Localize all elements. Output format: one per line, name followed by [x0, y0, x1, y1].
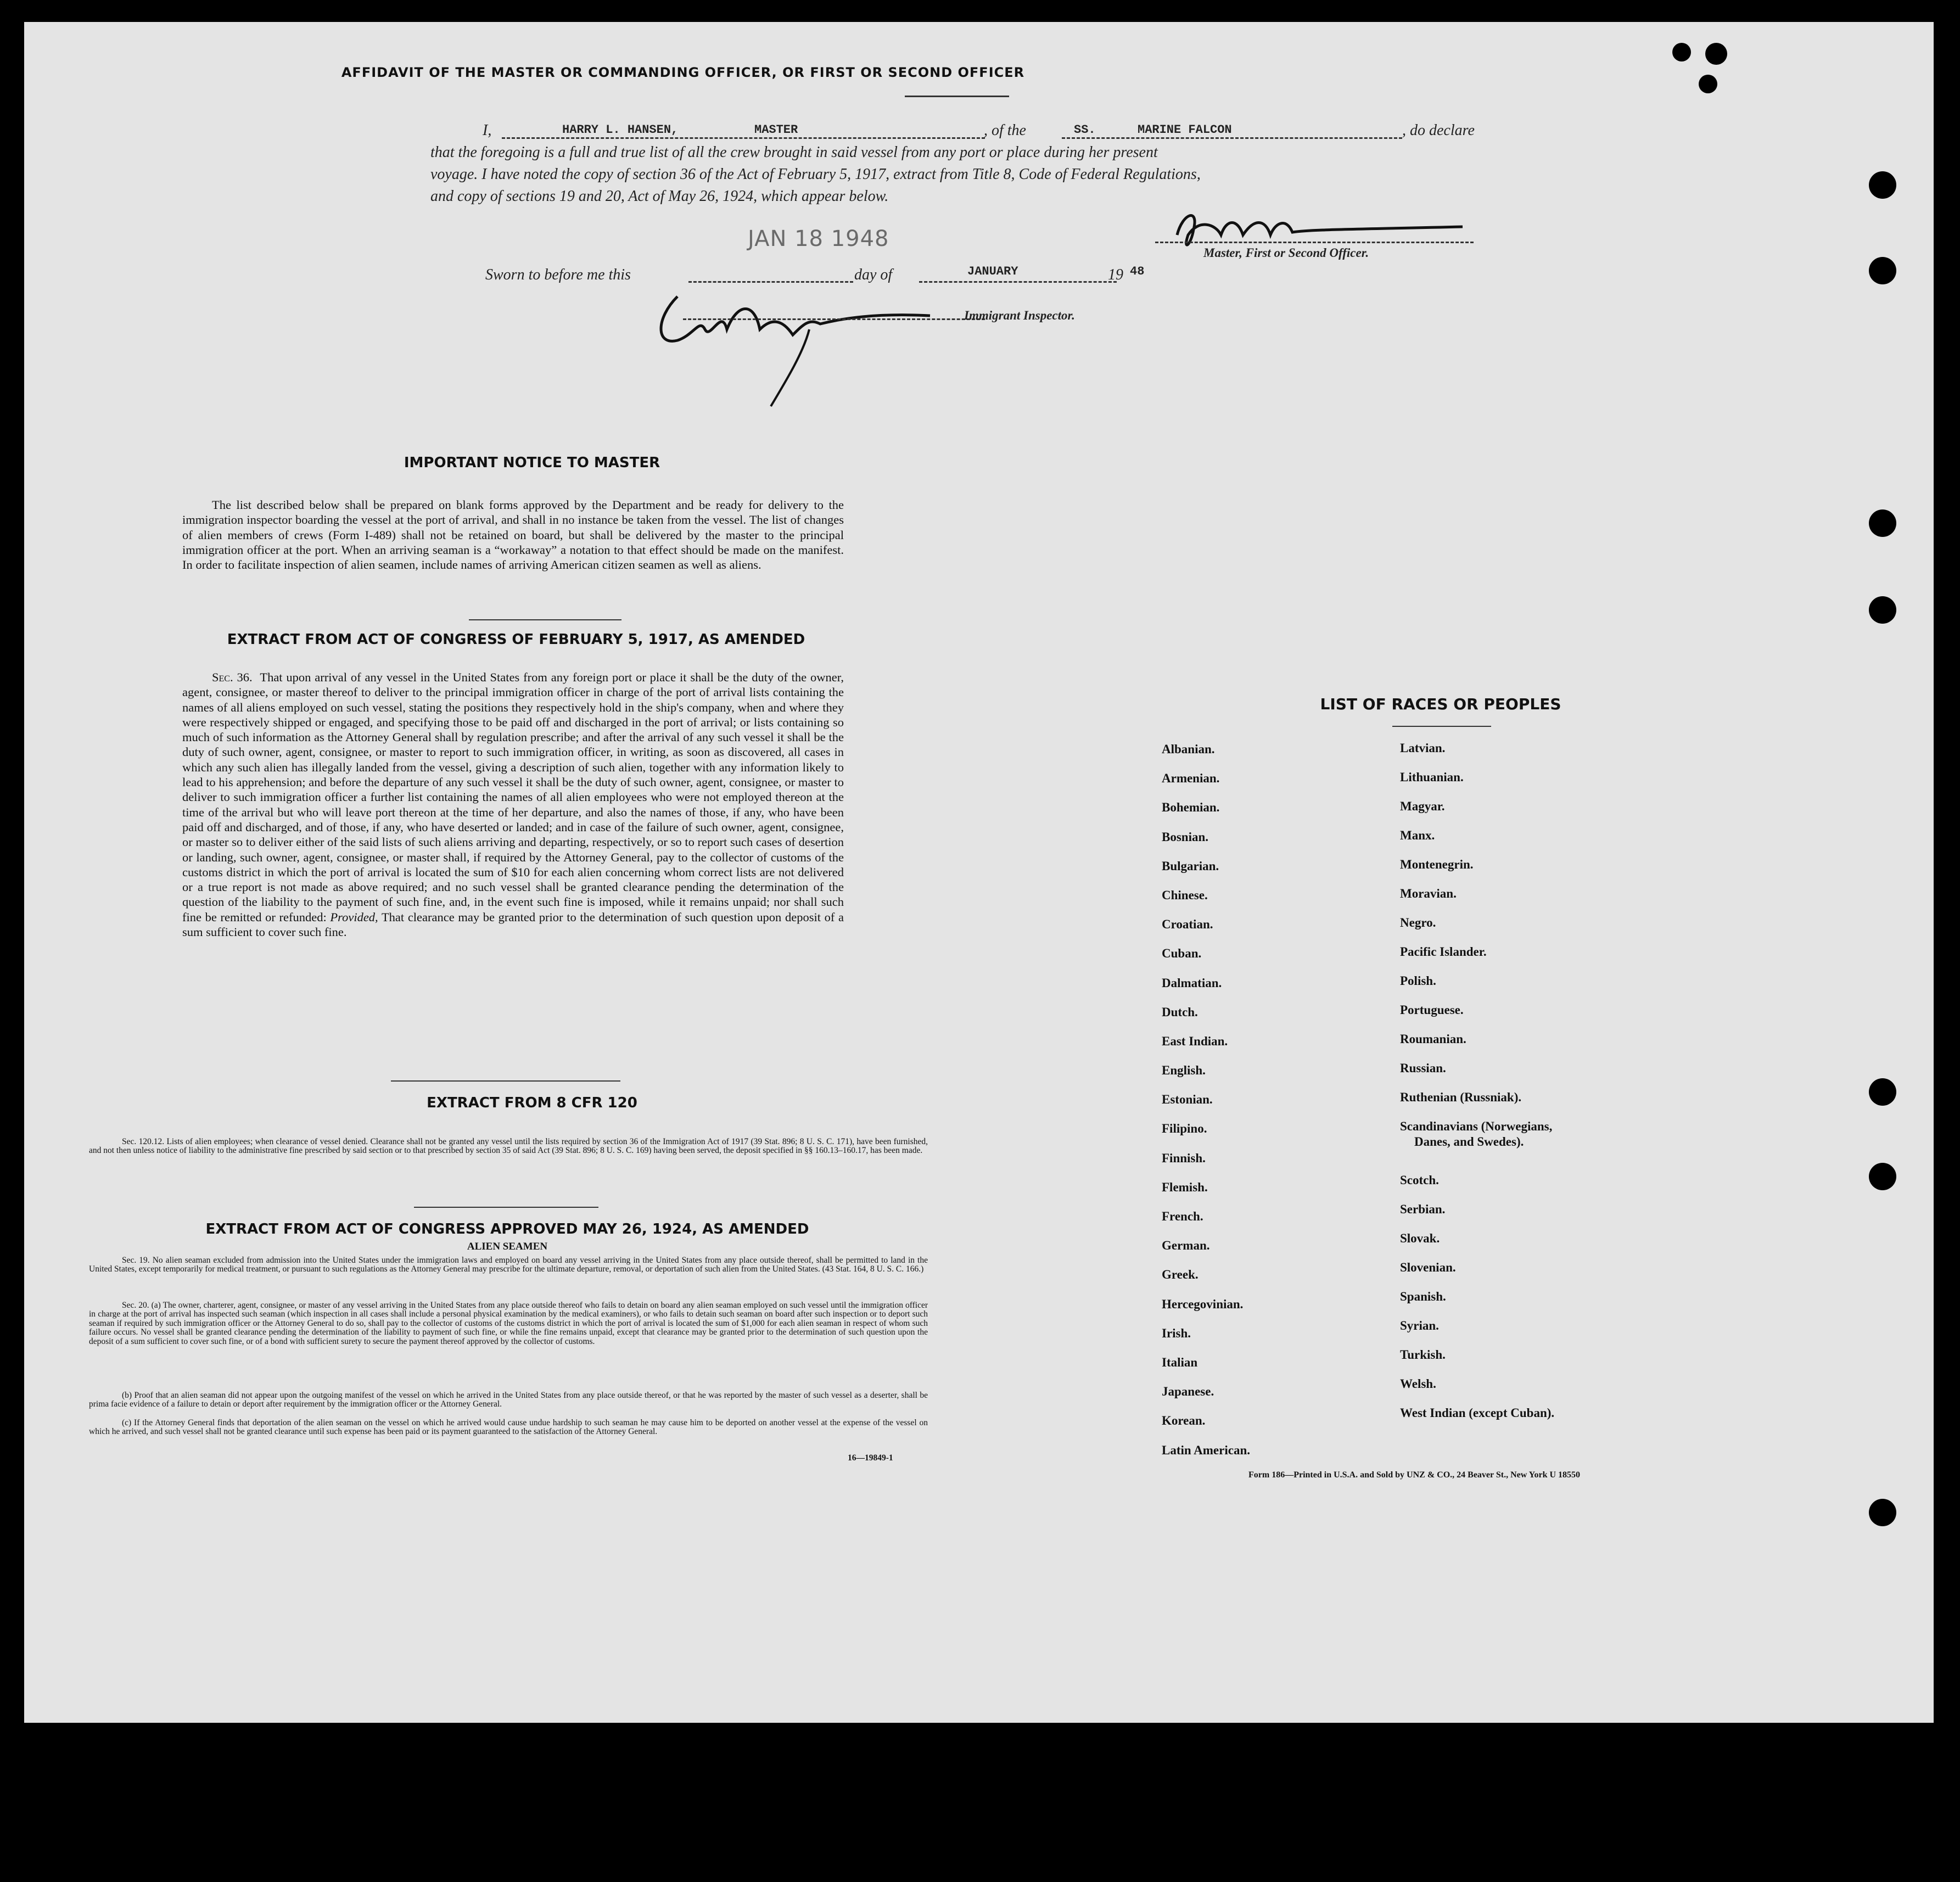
- race-item: Dutch.: [1162, 1005, 1198, 1019]
- race-item: Slovenian.: [1400, 1261, 1456, 1274]
- sec-20c-text: (c) If the Attorney General finds that deportation of the alien seaman on the vessel on which he arrived would cause undue hardship to such seaman he may cause him to be deported on another vessel at the expense of the vessel on which he arrived, and such vessel shall not be granted clearance until such expense has been paid or its payment guaranteed to the satisfaction of the Attorney General.: [89, 1418, 928, 1437]
- punch-hole: [1869, 1163, 1896, 1190]
- sworn-day-of: day of: [854, 266, 893, 283]
- races-right-column: [1400, 741, 1685, 1435]
- races-heading: LIST OF RACES OR PEOPLES: [1320, 695, 1561, 713]
- title-rule: [905, 96, 1009, 97]
- race-item: Moravian.: [1400, 887, 1457, 900]
- printer-line: Form 186—Printed in U.S.A. and Sold by UNZ & CO., 24 Beaver St., New York U 18550: [1248, 1470, 1581, 1480]
- race-item: Montenegrin.: [1400, 858, 1474, 871]
- sworn-day-line: [688, 281, 853, 283]
- race-item: Greek.: [1162, 1268, 1199, 1282]
- sworn-month-line: [919, 281, 1117, 283]
- sec-36-provided: Provided,: [330, 910, 378, 924]
- race-item: Magyar.: [1400, 799, 1445, 813]
- race-item: Turkish.: [1400, 1348, 1446, 1362]
- race-item: Dalmatian.: [1162, 976, 1222, 990]
- race-item: Bohemian.: [1162, 800, 1220, 815]
- extract-cfr-rule: [414, 1207, 598, 1208]
- declaration-line-4: and copy of sections 19 and 20, Act of May 26, 1924, which appear below.: [430, 188, 889, 205]
- ink-spot: [1705, 43, 1727, 65]
- race-item: Korean.: [1162, 1414, 1206, 1428]
- vessel-prefix: SS.: [1074, 123, 1096, 137]
- race-item: Pacific Islander.: [1400, 945, 1487, 959]
- race-item: German.: [1162, 1239, 1210, 1253]
- sec-20a-text: Sec. 20. (a) The owner, charterer, agent, consignee, or master of any vessel arriving in the United States from any place outside thereof who fails to detain on board any alien seaman employed on such vessel until the immigration officer in charge at the port of arrival has inspected such seaman (which inspection in all cases shall include a personal physical examination by the medical examiners), or who fails to detain such seaman on board after such inspection or to deport such seaman if required by such immigration officer or the Attorney General to do so, shall pay to the collector of customs of the customs district in which the port of arrival is located the sum of $1,000 for each alien seaman in respect of whom such failure occurs. No vessel shall be granted clearance pending the determination of the liability to payment of such fine, or while the fine remains unpaid, except that clearance may be granted prior to the determination of such question upon the deposit of a sum sufficient to cover such fine, or of a bond with sufficient surety to secure the payment thereof approved by the collector of customs.: [89, 1301, 928, 1346]
- race-item: Irish.: [1162, 1326, 1191, 1340]
- race-item: Lithuanian.: [1400, 770, 1464, 784]
- ink-spot: [1672, 43, 1691, 61]
- race-item: Japanese.: [1162, 1385, 1214, 1399]
- master-rank: MASTER: [754, 123, 798, 137]
- race-item: Italian: [1162, 1355, 1198, 1369]
- race-item: Finnish.: [1162, 1151, 1206, 1165]
- vessel-underline: [1062, 137, 1402, 139]
- punch-hole: [1869, 509, 1896, 537]
- alien-seamen-subheading: ALIEN SEAMEN: [467, 1241, 548, 1252]
- race-item: Syrian.: [1400, 1319, 1439, 1332]
- race-item: Albanian.: [1162, 742, 1215, 756]
- races-left-column: [1162, 742, 1392, 1472]
- notice-rule: [469, 619, 621, 620]
- race-item: Roumanian.: [1400, 1032, 1466, 1046]
- vessel-name: MARINE FALCON: [1138, 123, 1232, 137]
- inspector-signature-line: [683, 318, 985, 320]
- extract-1917-rule: [391, 1080, 620, 1082]
- declaration-line-3: voyage. I have noted the copy of section 36 of the Act of February 5, 1917, extract from Title 8, Code of Federal Regulations,: [430, 166, 1201, 183]
- form-code: 16—19849-1: [848, 1453, 893, 1463]
- inspector-label: Immigrant Inspector.: [964, 309, 1075, 322]
- punch-hole: [1869, 1078, 1896, 1106]
- sworn-year-suffix: 48: [1130, 265, 1145, 278]
- race-item: Portuguese.: [1400, 1003, 1464, 1017]
- master-signature-line: [1155, 242, 1474, 243]
- race-item: Slovak.: [1400, 1231, 1440, 1245]
- sworn-year-prefix: 19: [1108, 266, 1123, 283]
- master-name: HARRY L. HANSEN,: [562, 123, 679, 137]
- do-declare-text: , do declare: [1402, 122, 1475, 139]
- sworn-month: JANUARY: [967, 265, 1018, 278]
- race-item: West Indian (except Cuban).: [1400, 1406, 1555, 1420]
- race-item: Cuban.: [1162, 946, 1202, 961]
- race-item: Armenian.: [1162, 771, 1220, 786]
- inspector-signature: [645, 285, 974, 412]
- ink-spot: [1699, 75, 1717, 93]
- race-item: Croatian.: [1162, 917, 1213, 932]
- race-item: French.: [1162, 1209, 1203, 1223]
- affidavit-title: AFFIDAVIT OF THE MASTER OR COMMANDING OFFICER, OR FIRST OR SECOND OFFICER: [341, 65, 1025, 80]
- punch-hole: [1869, 171, 1896, 199]
- extract-cfr-text: Sec. 120.12. Lists of alien employees; when clearance of vessel denied. Clearance shall not be granted any vessel until the lists required by section 36 of the Immigration Act of 1917 (39 Stat. 896; 8 U. S. C. 171), have been furnished, and not then unless notice of liability to the administrative fine prescribed by said section or to that prescribed by section 35 of said Act (39 Stat. 896; 8 U. S. C. 169) having been served, the deposit specified in §§ 160.13–160.17, has been made.: [89, 1137, 928, 1156]
- race-item: Manx.: [1400, 828, 1435, 842]
- race-item: Latin American.: [1162, 1443, 1250, 1457]
- race-item-continued: Danes, and Swedes).: [1414, 1135, 1524, 1149]
- punch-hole: [1869, 596, 1896, 624]
- sworn-prefix: Sworn to before me this: [485, 266, 631, 283]
- race-item: Negro.: [1400, 916, 1436, 929]
- race-item: East Indian.: [1162, 1034, 1228, 1048]
- extract-cfr-heading: EXTRACT FROM 8 CFR 120: [427, 1095, 637, 1111]
- declaration-i: I,: [483, 122, 492, 139]
- race-item: Estonian.: [1162, 1093, 1213, 1107]
- race-item: Latvian.: [1400, 741, 1446, 755]
- race-item: Russian.: [1400, 1061, 1446, 1075]
- of-the-text: , of the: [984, 122, 1026, 139]
- race-item: Polish.: [1400, 974, 1436, 988]
- race-item: Chinese.: [1162, 888, 1208, 902]
- extract-1924-heading: EXTRACT FROM ACT OF CONGRESS APPROVED MAY 26, 1924, AS AMENDED: [205, 1221, 809, 1237]
- date-stamp: JAN 18 1948: [748, 226, 889, 251]
- race-item: Filipino.: [1162, 1122, 1207, 1136]
- race-item: Ruthenian (Russniak).: [1400, 1090, 1522, 1104]
- races-rule: [1392, 726, 1491, 727]
- declaration-line-2: that the foregoing is a full and true list of all the crew brought in said vessel from any port or place during her present: [430, 144, 1158, 161]
- race-item: Bosnian.: [1162, 830, 1209, 844]
- sec-20b-text: (b) Proof that an alien seaman did not appear upon the outgoing manifest of the vessel on which he arrived in the United States from any place outside thereof, or that he was reported by the master of such vessel as a deserter, shall be prima facie evidence of a failure to detain or deport after requirement by the immigration officer or the Attorney General.: [89, 1391, 928, 1409]
- race-item: Serbian.: [1400, 1202, 1446, 1216]
- extract-1917-text: [182, 670, 844, 939]
- notice-heading: IMPORTANT NOTICE TO MASTER: [404, 455, 660, 471]
- name-underline: [502, 137, 985, 139]
- race-item: Welsh.: [1400, 1377, 1436, 1391]
- sec-36-body: That upon arrival of any vessel in the United States from any foreign port or place it shall be the duty of the owner, agent, consignee, or master thereof to deliver to the principal immigration officer in charge of the port of arrival lists containing the names of all aliens employed on such vessel, stating the positions they respectively hold in the ship's company, when and where they were respectively shipped or engaged, and specifying those to be paid off and discharged in the port of arrival; or lists containing so much of such information as the Attorney General shall by regulation prescribe; and after the arrival of any such vessel it shall be the duty of such owner, agent, consignee, or master to report to such immigration officer, in writing, as soon as discovered, all cases in which any such alien has illegally landed from the vessel, giving a description of such alien, together with any information likely to lead to his apprehension; and before the departure of any such vessel it shall be the duty of such owner, agent, consignee, or master to deliver to such immigration officer a further list containing the names of all alien employees who were not employed thereon at the time of the arrival but who will leave port thereon at the time of her departure, and also the names of those, if any, who have been paid off and discharged, and of those, if any, who have deserted or landed; and in case of the failure of such owner, agent, consignee, or master so to deliver either of the said lists of such aliens arriving and departing, respectively, or so to report such cases of desertion or landing, such owner, agent, consignee, or master shall, if required by the Attorney General, pay to the collector of customs of the customs district in which the port of arrival is located the sum of $10 for each alien concerning whom correct lists are not delivered or a true report is not made as above required; and no such vessel shall be granted clearance pending the determination of the question of the liability to the payment of such fine, and, in the event such fine is imposed, while it remains unpaid; nor shall such fine be remitted or refunded:: [182, 670, 844, 924]
- race-item: Spanish.: [1400, 1290, 1446, 1303]
- race-item: Bulgarian.: [1162, 859, 1219, 873]
- master-signature-label: Master, First or Second Officer.: [1203, 246, 1369, 260]
- sec-36-label: Sec. 36.: [212, 670, 253, 684]
- race-item: Hercegovinian.: [1162, 1297, 1244, 1311]
- race-item: Scandinavians (Norwegians,: [1400, 1119, 1553, 1133]
- race-item: Flemish.: [1162, 1180, 1208, 1194]
- notice-text: The list described below shall be prepared on blank forms approved by the Department and be ready for delivery to the immigration inspector boarding the vessel at the port of arrival, and shall in no instance be taken from the vessel. The list of changes of alien members of crews (Form I-489) shall not be retained on board, but shall be delivered by the master to the principal immigration officer at the port. When an arriving seaman is a “workaway” a notation to that effect should be made on the manifest. In order to facilitate inspection of alien seamen, include names of arriving American citizen seamen as well as aliens.: [182, 498, 844, 572]
- extract-1917-heading: EXTRACT FROM ACT OF CONGRESS OF FEBRUARY 5, 1917, AS AMENDED: [227, 631, 805, 648]
- punch-hole: [1869, 1499, 1896, 1526]
- race-item: English.: [1162, 1063, 1206, 1078]
- punch-hole: [1869, 257, 1896, 284]
- form-sheet: [24, 22, 1934, 1723]
- race-item: Scotch.: [1400, 1173, 1439, 1187]
- sec-19-text: Sec. 19. No alien seaman excluded from admission into the United States under the immigration laws and employed on board any vessel arriving in the United States from any place outside thereof, shall be permitted to land in the United States, except temporarily for medical treatment, or pursuant to such regulations as the Attorney General may prescribe for the ultimate departure, removal, or deportation of such alien from the United States. (43 Stat. 164, 8 U. S. C. 166.): [89, 1256, 928, 1274]
- sec-36-end: That clearance may be granted prior to the determination of such question upon deposit of a sum sufficient to cover such fine.: [182, 910, 844, 939]
